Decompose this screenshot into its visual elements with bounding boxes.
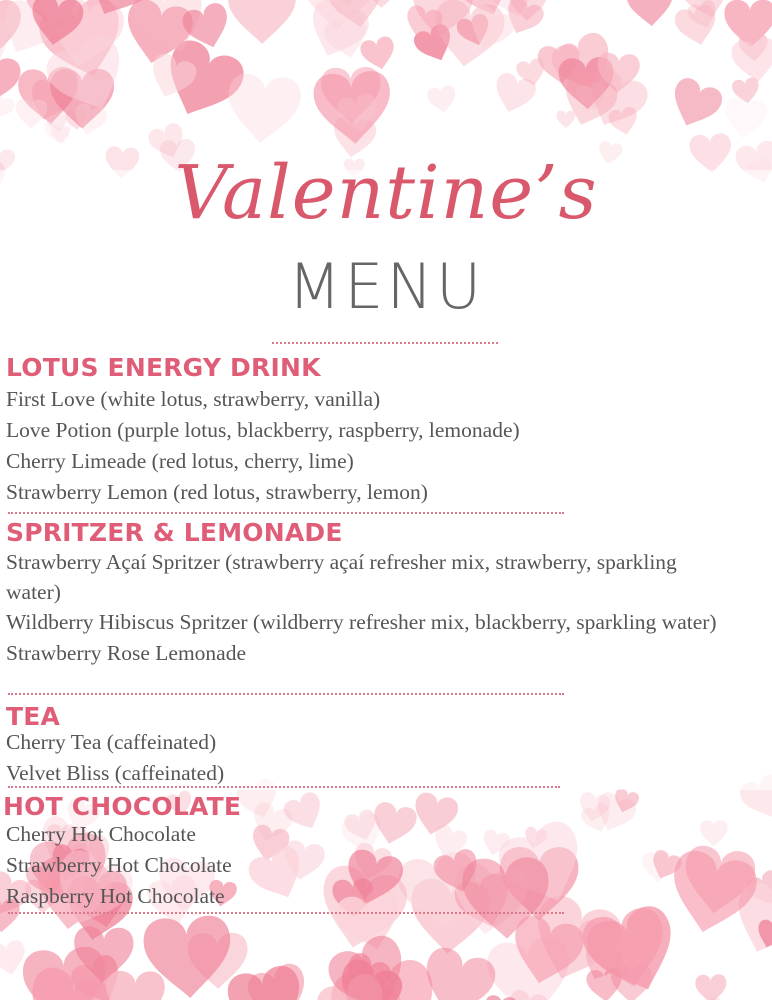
title-script: Valentine’s — [174, 150, 598, 236]
section-divider — [8, 693, 564, 695]
menu-item: Cherry Hot Chocolate — [6, 822, 196, 846]
section-divider — [8, 912, 564, 914]
section-heading-hot-chocolate: HOT CHOCOLATE — [3, 792, 242, 821]
section-divider — [8, 786, 560, 788]
section-divider — [8, 512, 564, 514]
title-menu: MENU — [287, 250, 485, 323]
section-heading-lotus-energy-drink: LOTUS ENERGY DRINK — [6, 353, 321, 382]
menu-item: Strawberry Açaí Spritzer (strawberry açaí refresher mix, strawberry, sparkling water) — [6, 550, 677, 604]
menu-item: Raspberry Hot Chocolate — [6, 884, 225, 908]
section-heading-tea: TEA — [6, 702, 61, 731]
menu-item: Cherry Tea (caffeinated) — [6, 730, 217, 754]
section-heading-spritzer-lemonade: SPRITZER & LEMONADE — [6, 518, 343, 547]
menu-item: Strawberry Hot Chocolate — [6, 853, 232, 877]
title-divider — [272, 342, 498, 344]
menu-item: First Love (white lotus, strawberry, vanilla) — [6, 387, 381, 411]
menu-item: Strawberry Lemon (red lotus, strawberry, lemon) — [6, 480, 428, 504]
menu-item: Cherry Limeade (red lotus, cherry, lime) — [6, 449, 354, 473]
menu-item: Wildberry Hibiscus Spritzer (wildberry refresher mix, blackberry, sparkling water) — [6, 610, 717, 634]
menu-item: Love Potion (purple lotus, blackberry, raspberry, lemonade) — [6, 418, 520, 442]
menu-item: Velvet Bliss (caffeinated) — [6, 761, 225, 785]
menu-item: Strawberry Rose Lemonade — [6, 641, 247, 665]
